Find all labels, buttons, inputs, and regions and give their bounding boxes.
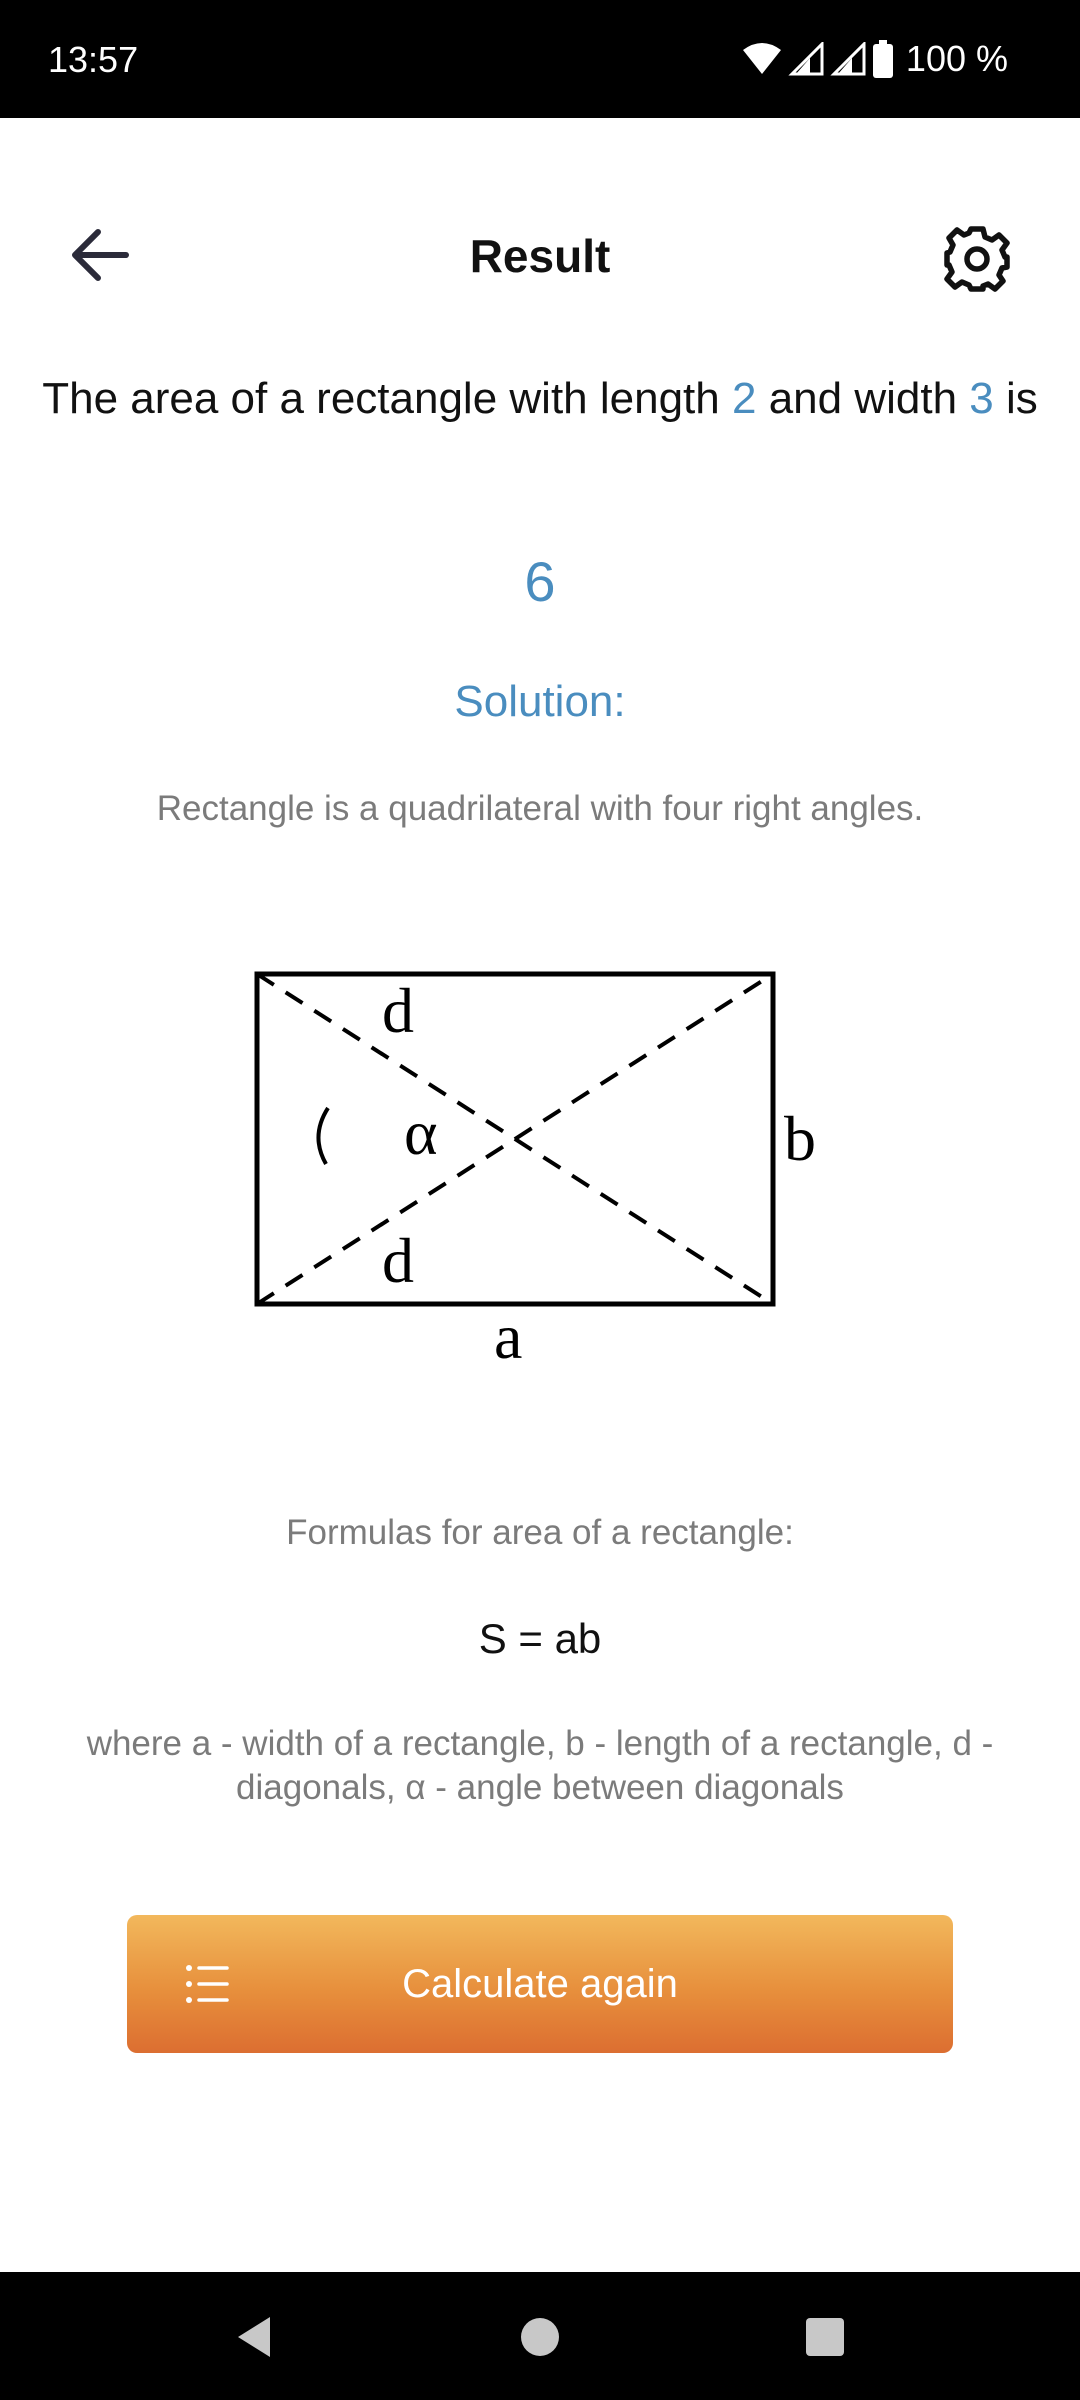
nav-recents-icon [800,2312,850,2362]
nav-home-icon [515,2312,565,2362]
question-prefix: The area of a rectangle with length [42,374,732,423]
status-icons [742,36,1008,82]
wifi-icon [742,42,782,76]
status-time: 13:57 [48,39,139,80]
system-nav-bar [0,2272,1080,2400]
status-bar [0,0,1080,118]
nav-recents-button[interactable] [800,2312,850,2362]
rectangle-diagram-svg [240,960,840,1380]
calculate-again-button[interactable] [127,1915,953,2053]
area-formula: S = ab [478,1615,602,1662]
page-title: Result [469,230,611,282]
signal-icon [830,42,866,76]
diagonal-label-bottom: d [382,1225,414,1296]
rectangle-diagram [240,960,840,1380]
diagonal-label-top: d [382,975,414,1046]
angle-arc [318,1108,328,1164]
rectangle-definition: Rectangle is a quadrilateral with four right angles. [156,789,924,828]
signal-icon [788,42,824,76]
result-value: 6 [524,550,556,613]
width-value: 3 [969,374,994,423]
calculate-again-label: Calculate again [402,1961,678,2006]
length-value: 2 [731,374,757,423]
nav-home-button[interactable] [515,2312,565,2362]
gear-icon [934,216,1020,302]
formulas-title: Formulas for area of a rectangle: [286,1513,794,1552]
battery-level: 100 % [905,38,1008,79]
app-header [0,196,1080,316]
question-text [40,372,1040,426]
settings-button[interactable] [934,216,1020,302]
nav-back-icon [230,2312,280,2362]
formula-legend: where a - width of a rectangle, b - length of a rectangle, d - diagonals, α - angle between diagonals [86,1724,994,1807]
side-label-a: a [494,1301,523,1372]
question-suffix: is [993,374,1038,423]
battery-icon [872,40,894,78]
side-label-b: b [784,1103,816,1174]
angle-label: α [404,1097,438,1168]
nav-back-button[interactable] [230,2312,280,2362]
question-middle: and width [756,374,970,423]
solution-title: Solution: [454,677,626,726]
